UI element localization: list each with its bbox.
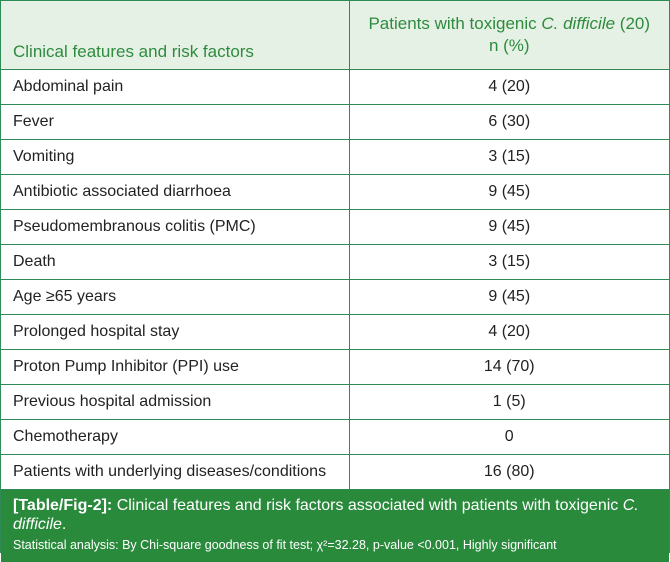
table-row (1, 210, 669, 245)
value-cell: 16 (80) (349, 455, 669, 490)
caption-statistics: Statistical analysis: By Chi-square goodness of fit test; χ²=32.28, p-value <0.001, Highly significant (13, 538, 557, 552)
header-patients-suffix: (20) (615, 14, 651, 33)
caption-text-part2: . (61, 516, 67, 533)
table-row (1, 385, 669, 420)
table-row (1, 455, 669, 490)
value-cell: 6 (30) (349, 105, 669, 140)
feature-cell: Antibiotic associated diarrhoea (1, 175, 349, 210)
table-row (1, 315, 669, 350)
value-cell: 3 (15) (349, 245, 669, 280)
header-patients-organism: C. difficile (541, 14, 616, 33)
value-cell: 3 (15) (349, 140, 669, 175)
feature-cell: Death (1, 245, 349, 280)
value-cell: 4 (20) (349, 315, 669, 350)
feature-cell: Age ≥65 years (1, 280, 349, 315)
feature-cell: Fever (1, 105, 349, 140)
header-patients-unit: n (%) (488, 36, 530, 55)
value-cell: 1 (5) (349, 385, 669, 420)
feature-cell: Pseudomembranous colitis (PMC) (1, 210, 349, 245)
caption-label: [Table/Fig-2]: (13, 497, 113, 514)
feature-cell: Previous hospital admission (1, 385, 349, 420)
table-row (1, 175, 669, 210)
table-header-row (1, 1, 669, 70)
feature-cell: Prolonged hospital stay (1, 315, 349, 350)
table-row (1, 140, 669, 175)
feature-cell: Proton Pump Inhibitor (PPI) use (1, 350, 349, 385)
header-patients-prefix: Patients with toxigenic (368, 14, 542, 33)
value-cell: 9 (45) (349, 175, 669, 210)
header-patients (349, 1, 669, 70)
table-row (1, 70, 669, 105)
feature-cell: Abdominal pain (1, 70, 349, 105)
value-cell: 9 (45) (349, 280, 669, 315)
feature-cell: Chemotherapy (1, 420, 349, 455)
header-clinical-features: Clinical features and risk factors (1, 1, 349, 70)
table-row (1, 280, 669, 315)
caption-organism: C. difficile (13, 497, 639, 533)
table-row (1, 350, 669, 385)
value-cell: 9 (45) (349, 210, 669, 245)
table-row (1, 105, 669, 140)
value-cell: 4 (20) (349, 70, 669, 105)
table-row (1, 245, 669, 280)
value-cell: 0 (349, 420, 669, 455)
feature-cell: Vomiting (1, 140, 349, 175)
table-caption (1, 490, 669, 562)
clinical-features-table (1, 1, 669, 490)
feature-cell: Patients with underlying diseases/conditions (1, 455, 349, 490)
table-row (1, 420, 669, 455)
value-cell: 14 (70) (349, 350, 669, 385)
caption-text (13, 496, 657, 534)
caption-text-part1: Clinical features and risk factors associated with patients with toxigenic (112, 497, 623, 514)
